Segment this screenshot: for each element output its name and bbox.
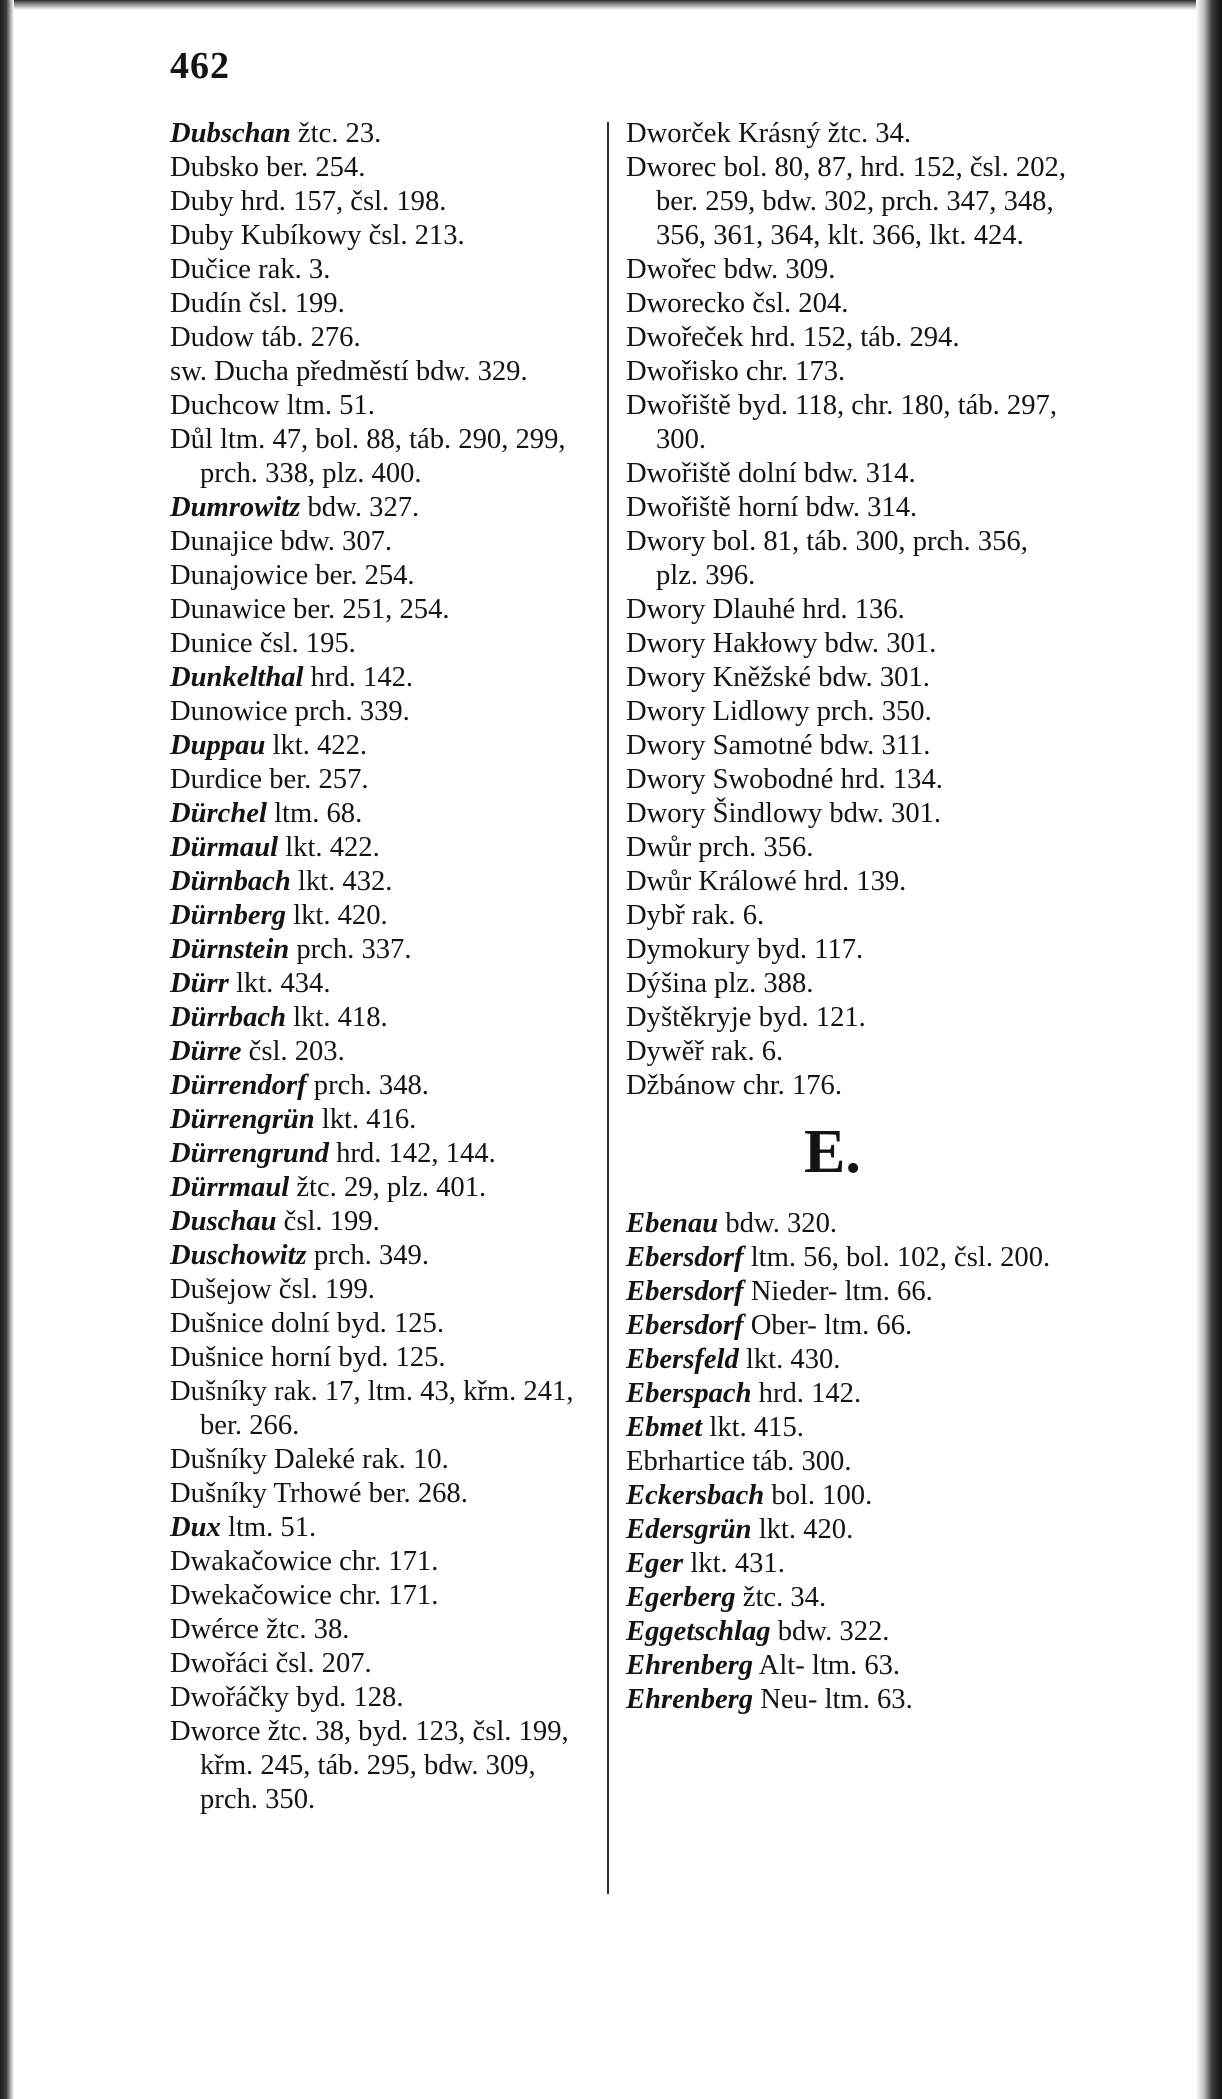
index-entry [170,491,590,525]
index-entry [170,763,590,797]
entry-text: prch. 349. [306,1240,429,1271]
index-entry [170,287,590,321]
entry-text: Dworce žtc. 38, byd. 123, čsl. 199, křm. 245, táb. 295, bdw. 309, prch. 350. [170,1716,569,1815]
index-entry [626,287,1066,321]
entry-headword: Ebmet [626,1412,703,1443]
index-entry [170,593,590,627]
index-entry [170,797,590,831]
index-entry [170,1273,590,1307]
entry-text: Dunawice ber. 251, 254. [170,594,450,625]
entry-text: lkt. 416. [314,1104,417,1135]
entry-text: Dworec bol. 80, 87, hrd. 152, čsl. 202, ber. 259, bdw. 302, prch. 347, 348, 356, 361, 364, klt. 366, lkt. 424. [626,152,1066,251]
entry-text: Dušníky rak. 17, ltm. 43, křm. 241, ber. 266. [170,1376,574,1441]
index-entry [170,355,590,389]
entry-headword: Ebersdorf [626,1242,744,1273]
entry-text: Dwůr prch. 356. [626,832,814,863]
index-entry [170,661,590,695]
entry-text: Dwořáčky byd. 128. [170,1682,404,1713]
left-column [170,117,590,1817]
entry-text: Dwořec bdw. 309. [626,254,836,285]
index-entry [170,1137,590,1171]
index-entry [626,1649,1066,1683]
entry-text: žtc. 29, plz. 401. [289,1172,487,1203]
right-column-d-entries [626,117,1066,1103]
entry-text: lkt. 432. [290,866,393,897]
entry-text: ltm. 51. [220,1512,317,1543]
entry-text: Dunowice prch. 339. [170,696,410,727]
entry-text: žtc. 34. [735,1582,827,1613]
entry-text: Dwekačowice chr. 171. [170,1580,439,1611]
entry-text: Dwořisko chr. 173. [626,356,846,387]
entry-text: Dýšina plz. 388. [626,968,814,999]
entry-headword: Edersgrün [626,1514,752,1545]
index-entry [626,1241,1066,1275]
entry-text: sw. Ducha předměstí bdw. 329. [170,356,528,387]
index-entry [626,1683,1066,1717]
index-entry [626,1001,1066,1035]
entry-headword: Dürrbach [170,1002,286,1033]
entry-text: lkt. 415. [702,1412,804,1443]
entry-text: Dwořáci čsl. 207. [170,1648,372,1679]
index-entry [170,1715,590,1817]
entry-text: hrd. 142. [751,1378,862,1409]
index-entry [626,151,1066,253]
column-divider [607,122,609,1894]
entry-headword: Eger [626,1548,684,1579]
index-entry [626,1309,1066,1343]
entry-text: Dušníky Trhowé ber. 268. [170,1478,468,1509]
index-entry [170,253,590,287]
index-entry [170,1069,590,1103]
entry-headword: Duppau [170,730,266,761]
entry-headword: Eckersbach [626,1480,765,1511]
index-entry [626,1207,1066,1241]
index-entry [170,1579,590,1613]
entry-headword: Dürrengrün [170,1104,315,1135]
index-entry [626,1035,1066,1069]
entry-headword: Dux [170,1512,221,1543]
entry-headword: Ebersdorf [626,1310,744,1341]
entry-text: Duby Kubíkowy čsl. 213. [170,220,465,251]
entry-headword: Dürrendorf [170,1070,307,1101]
index-entry [626,729,1066,763]
index-entry [626,695,1066,729]
index-entry [626,389,1066,457]
index-entry [170,1307,590,1341]
index-entry [626,1581,1066,1615]
index-entry [170,1477,590,1511]
index-entry [626,933,1066,967]
index-entry [170,1239,590,1273]
index-entry [170,525,590,559]
entry-text: Dwory Šindlowy bdw. 301. [626,798,942,829]
index-entry [626,491,1066,525]
entry-headword: Ehrenberg [626,1650,754,1681]
index-entry [626,593,1066,627]
index-entry [170,627,590,661]
entry-text: Dwořiště byd. 118, chr. 180, táb. 297, 300. [626,390,1057,455]
entry-text: lkt. 422. [265,730,368,761]
index-entry [170,1205,590,1239]
entry-text: Dwory Swobodné hrd. 134. [626,764,943,795]
entry-text: Ober- ltm. 66. [743,1310,913,1341]
index-entry [170,1511,590,1545]
entry-text: lkt. 418. [286,1002,388,1033]
entry-text: žtc. 23. [290,118,382,149]
index-entry [626,1343,1066,1377]
index-entry [170,117,590,151]
entry-headword: Dürr [170,968,229,999]
entry-text: Dwory Dlauhé hrd. 136. [626,594,905,625]
entry-text: Dworček Krásný žtc. 34. [626,118,912,149]
index-entry [626,253,1066,287]
index-entry [170,1647,590,1681]
index-entry [626,1411,1066,1445]
entry-headword: Dürmaul [170,832,279,863]
index-entry [626,1479,1066,1513]
entry-text: ltm. 68. [266,798,363,829]
entry-headword: Dubschan [170,118,291,149]
entry-text: Dušejow čsl. 199. [170,1274,375,1305]
entry-text: Dwakačowice chr. 171. [170,1546,439,1577]
entry-text: prch. 348. [306,1070,429,1101]
entry-text: Duchcow ltm. 51. [170,390,375,421]
entry-headword: Dürrmaul [170,1172,290,1203]
entry-text: Dušníky Daleké rak. 10. [170,1444,449,1475]
index-entry [626,797,1066,831]
entry-headword: Ehrenberg [626,1684,754,1715]
entry-text: lkt. 431. [683,1548,785,1579]
index-entry [170,389,590,423]
index-entry [626,1547,1066,1581]
index-entry [626,117,1066,151]
index-entry [170,695,590,729]
index-entry [626,355,1066,389]
index-entry [170,1613,590,1647]
entry-text: Dwory Lidlowy prch. 350. [626,696,932,727]
entry-headword: Dürnberg [170,900,286,931]
index-entry [626,967,1066,1001]
entry-text: Dunice čsl. 195. [170,628,356,659]
entry-text: Dyštěkryje byd. 121. [626,1002,866,1033]
entry-headword: Duschau [170,1206,277,1237]
index-entry [626,831,1066,865]
entry-headword: Ebenau [626,1208,719,1239]
index-entry [170,1103,590,1137]
entry-text: lkt. 420. [751,1514,854,1545]
scan-border-top [0,0,1222,10]
index-entry [170,933,590,967]
entry-text: Duby hrd. 157, čsl. 198. [170,186,447,217]
entry-text: Dwořiště horní bdw. 314. [626,492,918,523]
entry-text: hrd. 142. [303,662,414,693]
entry-text: Dwořiště dolní bdw. 314. [626,458,916,489]
entry-headword: Dürnstein [170,934,290,965]
index-entry [170,1171,590,1205]
entry-text: bdw. 320. [718,1208,838,1239]
section-letter: E. [804,1118,861,1186]
entry-text: ltm. 56, bol. 102, čsl. 200. [743,1242,1051,1273]
entry-text: Nieder- ltm. 66. [743,1276,933,1307]
scan-border-right [1196,0,1222,2099]
page-number: 462 [170,45,230,87]
index-entry [170,423,590,491]
entry-headword: Egerberg [626,1582,736,1613]
index-entry [170,1375,590,1443]
entry-text: Dwory Samotné bdw. 311. [626,730,931,761]
index-entry [170,729,590,763]
entry-text: Dwérce žtc. 38. [170,1614,350,1645]
index-entry [170,1001,590,1035]
entry-headword: Dumrowitz [170,492,301,523]
index-entry [626,1445,1066,1479]
entry-headword: Ebersdorf [626,1276,744,1307]
index-entry [626,865,1066,899]
entry-text: Dybř rak. 6. [626,900,765,931]
index-entry [626,899,1066,933]
entry-headword: Dürnbach [170,866,291,897]
index-entry [170,151,590,185]
index-entry [626,525,1066,593]
index-entry [170,1545,590,1579]
entry-text: hrd. 142, 144. [328,1138,496,1169]
entry-text: Dwory Kněžské bdw. 301. [626,662,930,693]
index-entry [170,1341,590,1375]
scan-border-left [0,0,14,2099]
entry-text: Dworecko čsl. 204. [626,288,849,319]
index-entry [626,661,1066,695]
index-entry [170,1681,590,1715]
entry-text: bol. 100. [764,1480,873,1511]
index-entry [170,219,590,253]
section-heading [626,1103,1066,1207]
entry-text: Džbánow chr. 176. [626,1070,842,1101]
index-entry [170,865,590,899]
entry-text: Důl ltm. 47, bol. 88, táb. 290, 299, prch. 338, plz. 400. [170,424,566,489]
entry-headword: Dürre [170,1036,242,1067]
entry-text: čsl. 199. [276,1206,380,1237]
index-entry [626,1615,1066,1649]
index-entry [626,763,1066,797]
index-entry [626,1377,1066,1411]
index-entry [170,185,590,219]
entry-text: Dwořeček hrd. 152, táb. 294. [626,322,960,353]
entry-headword: Dürrengrund [170,1138,329,1169]
entry-text: čsl. 203. [241,1036,345,1067]
entry-text: Dušnice dolní byd. 125. [170,1308,445,1339]
index-entry [626,1275,1066,1309]
entry-text: Dymokury byd. 117. [626,934,864,965]
entry-text: Dywěř rak. 6. [626,1036,784,1067]
entry-headword: Duschowitz [170,1240,307,1271]
entry-headword: Ebersfeld [626,1344,739,1375]
index-entry [626,457,1066,491]
entry-text: Alt- ltm. 63. [753,1650,901,1681]
entry-text: bdw. 322. [770,1616,890,1647]
entry-text: lkt. 422. [278,832,380,863]
entry-text: Ebrhartice táb. 300. [626,1446,852,1477]
entry-text: Dwory Hakłowy bdw. 301. [626,628,937,659]
index-entry [170,967,590,1001]
entry-text: Dwory bol. 81, táb. 300, prch. 356, plz. 396. [626,526,1028,591]
right-column [626,117,1066,1717]
entry-text: Dučice rak. 3. [170,254,331,285]
entry-headword: Dürchel [170,798,267,829]
index-entry [170,1443,590,1477]
index-entry [170,321,590,355]
index-entry [170,831,590,865]
entry-text: bdw. 327. [300,492,420,523]
entry-text: Dwůr Králowé hrd. 139. [626,866,907,897]
entry-text: Durdice ber. 257. [170,764,369,795]
right-column-e-entries [626,1207,1066,1717]
entry-text: Dušnice horní byd. 125. [170,1342,446,1373]
entry-text: Dudow táb. 276. [170,322,361,353]
entry-headword: Dunkelthal [170,662,304,693]
index-entry [170,1035,590,1069]
entry-text: lkt. 430. [738,1344,841,1375]
entry-headword: Eberspach [626,1378,752,1409]
entry-text: Dudín čsl. 199. [170,288,345,319]
index-entry [170,559,590,593]
entry-text: lkt. 420. [286,900,388,931]
entry-text: lkt. 434. [228,968,331,999]
index-entry [626,1513,1066,1547]
entry-headword: Eggetschlag [626,1616,771,1647]
index-entry [626,321,1066,355]
entry-text: Neu- ltm. 63. [753,1684,913,1715]
entry-text: Dunajowice ber. 254. [170,560,415,591]
entry-text: Dunajice bdw. 307. [170,526,393,557]
index-entry [626,627,1066,661]
index-entry [170,899,590,933]
index-entry [626,1069,1066,1103]
entry-text: prch. 337. [289,934,412,965]
entry-text: Dubsko ber. 254. [170,152,366,183]
